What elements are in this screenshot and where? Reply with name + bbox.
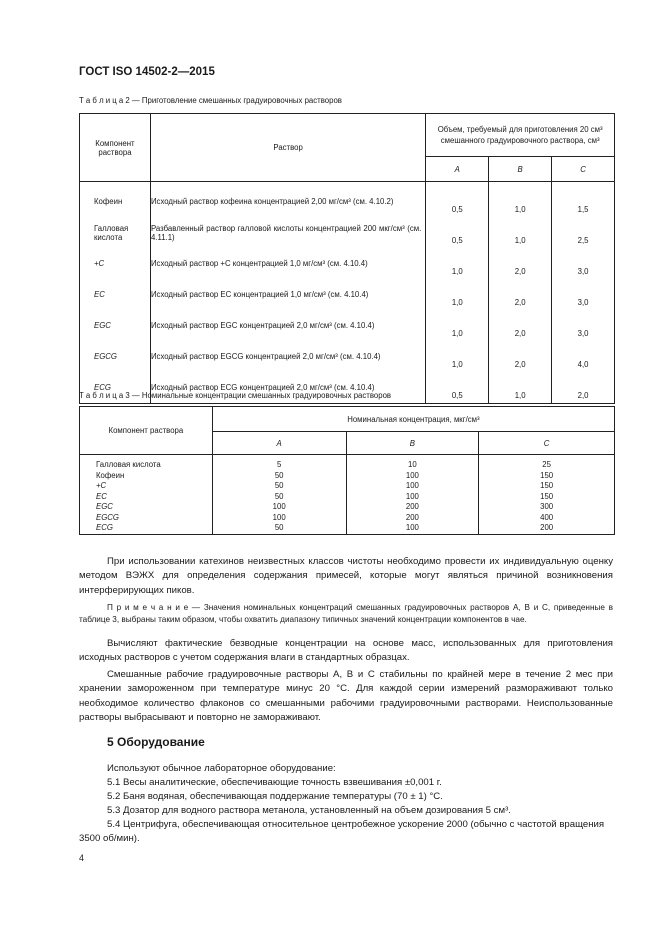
section-5-title: 5 Оборудование [107, 735, 205, 749]
table3-cell-c: 200 [479, 523, 615, 534]
table2-col-b: B [489, 157, 552, 182]
table2-cell-component: EGC [80, 310, 151, 341]
table2-cell-component: Кофеин [80, 182, 151, 218]
table3-cell-a: 100 [212, 502, 346, 513]
table3-cell-b: 100 [346, 492, 479, 503]
table3-cell-c: 300 [479, 502, 615, 513]
table2-cell-component: +C [80, 248, 151, 279]
table-3 [79, 406, 615, 535]
table3-row [80, 523, 615, 534]
table3-cell-component: Кофеин [96, 470, 125, 480]
table3-row [80, 492, 615, 503]
table3-cell-b: 10 [346, 455, 479, 471]
table3-cell-component: Галловая кислота [96, 460, 161, 469]
paragraph-hplc-purity: При использовании катехинов неизвестных классов чистоты необходимо провести их индивидуальную оценку методом ВЭЖХ для определения содержания примесей, которые могут являться причиной возникновения интерферирующих пиков. [79, 556, 613, 596]
table3-cell-b: 200 [346, 502, 479, 513]
paragraph-stability: Смешанные рабочие градуировочные растворы A, B и C стабильны по крайней мере в течение 2 мес при хранении замороженном при температуре минус 20 °С. Для каждой серии измерений размораживают только необходимое количество флаконов со смешанными рабочими градуировочными растворами. Неиспользованные растворы выбрасывают и повторно не замораживают. [79, 669, 613, 724]
table2-col-a: A [426, 157, 489, 182]
paragraph-anhydrous: Вычисляют фактические безводные концентрации на основе масс, использованных для приготовления исходных растворов с учетом содержания влаги в стандартных образцах. [79, 638, 613, 664]
table3-cell-a: 50 [212, 492, 346, 503]
table2-header-volume: Объем, требуемый для приготовления 20 см³ смешанного градуировочного раствора, см³ [426, 114, 615, 157]
table2-row [80, 182, 615, 218]
table3-col-b: B [346, 432, 479, 455]
note-text: Значения номинальных концентраций смешанных градуировочных растворов A, B и C, приведенные в таблице 3, выбраны таким образом, чтобы охватить диапазону типичных значений концентрации компонентов в чае. [79, 603, 613, 625]
table3-cell-component: EC [96, 491, 107, 501]
table2-row [80, 310, 615, 341]
table2-cell-solution: Исходный раствор EGC концентрацией 2,0 мг/см³ (см. 4.10.4) [150, 310, 425, 341]
table2-cell-solution: Разбавленный раствор галловой кислоты концентрацией 200 мкг/см³ (см. 4.11.1) [150, 217, 425, 248]
equipment-intro: Используют обычное лабораторное оборудование: [107, 763, 336, 774]
table3-cell-component: EGC [96, 502, 113, 511]
table2-cell-a: 1,0 [426, 310, 489, 341]
table3-cell-b: 200 [346, 513, 479, 524]
table2-cell-c: 2,5 [577, 236, 589, 245]
table3-cell-a: 50 [212, 471, 346, 482]
table3-cell-c: 150 [479, 471, 615, 482]
table2-cell-a: 0,5 [426, 372, 489, 404]
table2-caption: Т а б л и ц а 2 — Приготовление смешанных градуировочных растворов [79, 96, 342, 105]
table2-cell-c: 3,0 [577, 298, 589, 307]
equipment-item-5-3: 5.3 Дозатор для водного раствора метанола, установленный на объем дозирования 5 см³. [107, 805, 511, 816]
table3-cell-a: 5 [212, 455, 346, 471]
table3-cell-b: 100 [346, 481, 479, 492]
table2-cell-c: 3,0 [577, 267, 589, 276]
table2-cell-c: 1,5 [577, 205, 589, 214]
table2-cell-solution: Исходный раствор +C концентрацией 1,0 мг/см³ (см. 4.10.4) [150, 248, 425, 279]
table2-cell-component: EGCG [80, 341, 151, 372]
table2-row [80, 248, 615, 279]
table2-cell-a: 1,0 [426, 279, 489, 310]
table3-cell-component: EGCG [96, 512, 119, 522]
table2-row [80, 279, 615, 310]
table-2 [79, 113, 615, 404]
table2-cell-component: EC [80, 279, 151, 310]
table2-cell-component: Галловая кислота [80, 217, 151, 248]
table2-col-c: C [552, 157, 615, 182]
table3-cell-b: 100 [346, 471, 479, 482]
table2-cell-b: 2,0 [489, 279, 552, 310]
table3-cell-component: +C [96, 481, 107, 490]
table2-cell-c: 2,0 [577, 391, 589, 400]
table2-cell-solution: Исходный раствор кофеина концентрацией 2,00 мг/см³ (см. 4.10.2) [150, 182, 425, 218]
table3-row [80, 455, 615, 471]
table2-cell-solution: Исходный раствор EGCG концентрацией 2,0 мг/см³ (см. 4.10.4) [150, 341, 425, 372]
table3-cell-a: 50 [212, 481, 346, 492]
table2-cell-a: 0,5 [426, 217, 489, 248]
table2-cell-b: 1,0 [489, 182, 552, 218]
table2-cell-a: 1,0 [426, 341, 489, 372]
table3-row [80, 502, 615, 513]
table3-row [80, 513, 615, 524]
page-number: 4 [79, 853, 85, 863]
equipment-item-5-2: 5.2 Баня водяная, обеспечивающая поддержание температуры (70 ± 1) °С. [107, 791, 443, 802]
table3-header-concentration: Номинальная концентрация, мкг/см³ [212, 407, 614, 432]
table3-row [80, 471, 615, 482]
table3-cell-c: 150 [479, 492, 615, 503]
table2-cell-b: 2,0 [489, 310, 552, 341]
table2-cell-a: 1,0 [426, 248, 489, 279]
table2-cell-a: 0,5 [426, 182, 489, 218]
document-header: ГОСТ ISO 14502-2—2015 [79, 66, 215, 78]
table2-cell-solution: Исходный раствор ECG концентрацией 2,0 мг/см³ (см. 4.10.4) [150, 372, 425, 404]
equipment-item-5-4: 5.4 Центрифуга, обеспечивающая относительное центробежное ускорение 2000 (обычно с частотой вращения 3500 об/мин). [79, 819, 605, 845]
table3-caption: Т а б л и ц а 3 — Номинальные концентрации смешанных градуировочных растворов [79, 391, 392, 400]
table2-cell-b: 1,0 [489, 217, 552, 248]
table2-cell-b: 2,0 [489, 248, 552, 279]
table3-header-component: Компонент раствора [80, 407, 213, 455]
table3-cell-b: 100 [346, 523, 479, 534]
table2-cell-c: 4,0 [577, 360, 589, 369]
note [79, 602, 613, 627]
table3-cell-c: 150 [479, 481, 615, 492]
table3-cell-component: ECG [96, 523, 113, 532]
table2-cell-b: 2,0 [489, 341, 552, 372]
table2-header-component: Компонент раствора [80, 114, 151, 182]
note-label: П р и м е ч а н и е — [107, 603, 201, 612]
table3-col-c: C [479, 432, 615, 455]
table3-col-a: A [212, 432, 346, 455]
table3-cell-c: 400 [479, 513, 615, 524]
table3-cell-a: 100 [212, 513, 346, 524]
table3-cell-c: 25 [479, 455, 615, 471]
table3-row [80, 481, 615, 492]
table3-cell-a: 50 [212, 523, 346, 534]
equipment-item-5-1: 5.1 Весы аналитические, обеспечивающие точность взвешивания ±0,001 г. [107, 777, 442, 788]
table2-header-solution: Раствор [150, 114, 425, 182]
table2-cell-b: 1,0 [489, 372, 552, 404]
table2-cell-solution: Исходный раствор EC концентрацией 1,0 мг/см³ (см. 4.10.4) [150, 279, 425, 310]
table2-row [80, 341, 615, 372]
table2-cell-c: 3,0 [577, 329, 589, 338]
table2-row [80, 217, 615, 248]
table2-cell-component: ECG [80, 372, 151, 404]
